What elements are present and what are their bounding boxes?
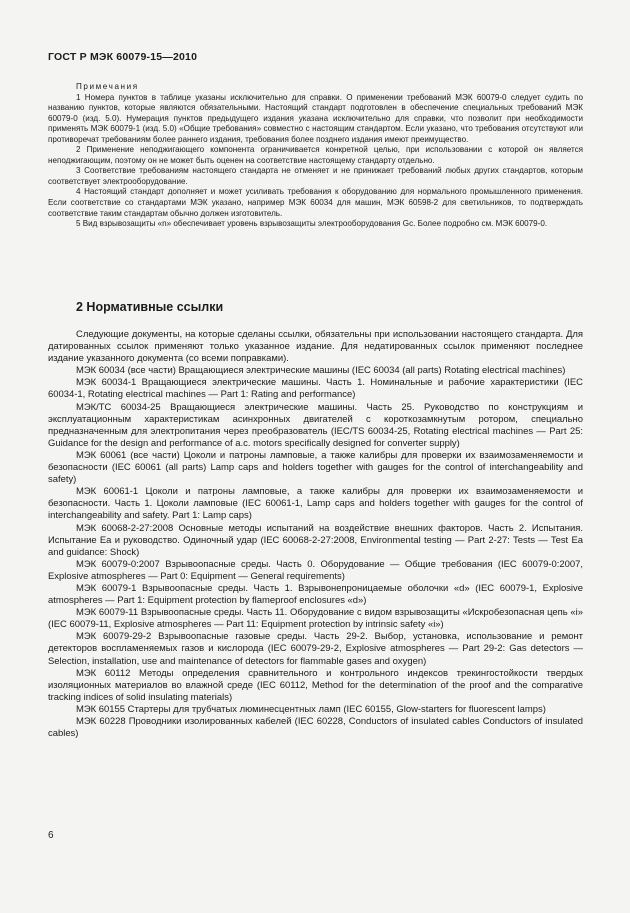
- note-3: 3 Соответствие требованиям настоящего стандарта не отменяет и не принижает требований любых других стандартов, которым соответствует электрооборудование.: [48, 166, 583, 186]
- refs-intro: Следующие документы, на которые сделаны ссылки, обязательны при использовании настоящего стандарта. Для датированных ссылок применяют только указанное издание. Для недатированных ссылок применяют последнее издание указанного документа (со всеми поправками).: [48, 329, 583, 365]
- ref-item: МЭК 60079-1 Взрывоопасные среды. Часть 1. Взрывонепроницаемые оболочки «d» (IEC 60079-1, Explosive atmospheres — Part 1: Equipment protection by flameproof enclosures «d»): [48, 582, 583, 607]
- ref-item: МЭК 60061-1 Цоколи и патроны ламповые, а также калибры для проверки их взаимозаменяемости и безопасности. Часть 1. Цоколи ламповые (IEC 60061-1, Lamp caps and holders together with gauges for the control of interchangeability and safety. Part 1: Lamp caps): [48, 486, 583, 522]
- ref-item: МЭК/ТС 60034-25 Вращающиеся электрические машины. Часть 25. Руководство по конструкциям и эксплуатационным характеристикам асинхронных двигателей с короткозамкнутым ротором, специально предназначенным для электропитания через преобразователь (IEC/TS 60034-25, Rotating electrical machines — Part 25: Guidance for the design and performance of a.c. motors specifically designed for converter supply): [48, 401, 583, 449]
- notes-title: Примечания: [76, 82, 139, 91]
- ref-item: МЭК 60068-2-27:2008 Основные методы испытаний на воздействие внешних факторов. Часть 2. Испытания. Испытание Ea и руководство. Одиночный удар (IEC 60068-2-27:2008, Environmental testing — Part 2-27: Tests — Test Ea and guidance: Shock): [48, 522, 583, 558]
- ref-item: МЭК 60061 (все части) Цоколи и патроны ламповые, а также калибры для проверки их взаимозаменяемости и безопасности (IEC 60061 (all parts) Lamp caps and holders together with gauges for the control of interchangeability and safety): [48, 449, 583, 486]
- references-list: [48, 329, 583, 740]
- notes-block: [48, 82, 583, 230]
- note-2: 2 Применение неподжигающего компонента ограничивается конкретной целью, при использовании с которой он является неподжигающим, поэтому он не может быть оценен на соответствие настоящему стандарту отдельно.: [48, 145, 583, 165]
- note-4: 4 Настоящий стандарт дополняет и может усиливать требования к оборудованию для нормального промышленного применения. Если соответствие со стандартами МЭК указано, например МЭК 60034 для машин, МЭК 60598-2 для светильников, то подтверждать соответствие таким стандартам обычно должен изготовитель.: [48, 187, 583, 218]
- page-number: 6: [48, 830, 54, 841]
- ref-item: МЭК 60228 Проводники изолированных кабелей (IEC 60228, Conductors of insulated cables Conductors of insulated cables): [48, 716, 583, 740]
- ref-item: МЭК 60034-1 Вращающиеся электрические машины. Часть 1. Номинальные и рабочие характеристики (IEC 60034-1, Rotating electrical machines — Part 1: Rating and performance): [48, 377, 583, 401]
- note-1: 1 Номера пунктов в таблице указаны исключительно для справки. О применении требований МЭК 60079-0 следует судить по названию пунктов, которые являются обязательными. Настоящий стандарт подготовлен в обеспечение специальных требований МЭК 60079-0 (изд. 5.0). Нумерация пунктов предыдущего издания указана исключительно для справки, что позволит при необходимости применять МЭК 60079-1 (изд. 5.0) «Общие требования» совместно с настоящим стандартом. Если указано, что требования отсутствуют или противоречат требованиям более раннего издания, требования более позднего издания имеют преимущество.: [48, 92, 583, 144]
- note-5: 5 Вид взрывозащиты «n» обеспечивает уровень взрывозащиты электрооборудования Gc. Более подробно см. МЭК 60079-0.: [76, 219, 548, 229]
- ref-item: МЭК 60079-0:2007 Взрывоопасные среды. Часть 0. Оборудование — Общие требования (IEC 60079-0:2007, Explosive atmospheres — Part 0: Equipment — General requirements): [48, 558, 583, 582]
- ref-item: МЭК 60079-11 Взрывоопасные среды. Часть 11. Оборудование с видом взрывозащиты «Искробезопасная цепь «i» (IEC 60079-11, Explosive atmospheres — Part 11: Equipment protection by intrinsic safety «i»): [48, 607, 583, 631]
- ref-item: МЭК 60112 Методы определения сравнительного и контрольного индексов трекингостойкости твердых изоляционных материалов во влажной среде (IEC 60112, Method for the determination of the proof and the comparative tracking indices of solid insulating materials): [48, 667, 583, 703]
- running-header: ГОСТ Р МЭК 60079-15—2010: [48, 51, 198, 63]
- ref-item: МЭК 60079-29-2 Взрывоопасные газовые среды. Часть 29-2. Выбор, установка, использование и ремонт детекторов воспламеняемых газов и кислорода (IEC 60079-29-2, Explosive atmospheres — Part 29-2: Gas detectors — Selection, installation, use and maintenance of detectors for flammable gases and oxygen): [48, 631, 583, 667]
- ref-item: МЭК 60034 (все части) Вращающиеся электрические машины (IEC 60034 (all parts) Rotating electrical machines): [76, 365, 566, 377]
- ref-item: МЭК 60155 Стартеры для трубчатых люминесцентных ламп (IEC 60155, Glow-starters for fluorescent lamps): [76, 703, 546, 715]
- section-heading: 2 Нормативные ссылки: [76, 300, 224, 314]
